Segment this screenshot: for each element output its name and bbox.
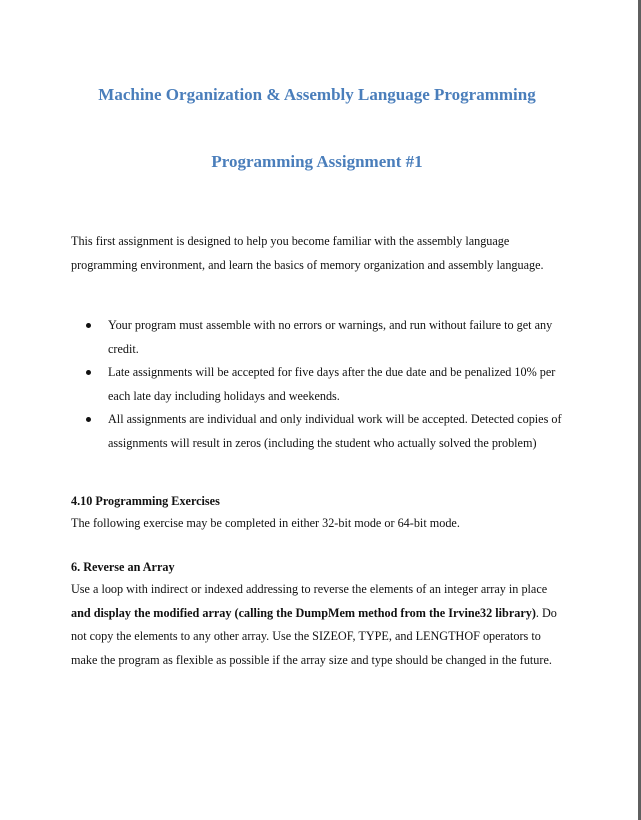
list-item <box>86 408 566 455</box>
body-bold-text: and display the modified array (calling the DumpMem method from the Irvine32 library) <box>71 605 536 620</box>
list-item <box>86 361 566 408</box>
intro-paragraph: This first assignment is designed to help you become familiar with the assembly language programming environment, and learn the basics of memory organization and assembly language. <box>71 234 544 272</box>
list-item <box>86 314 566 361</box>
document-title: Machine Organization & Assembly Language Programming <box>98 85 536 104</box>
section-heading-exercises: 4.10 Programming Exercises <box>71 494 220 508</box>
section-body-exercises: The following exercise may be completed in either 32-bit mode or 64-bit mode. <box>71 516 460 530</box>
body-text: . Do not copy the elements to any other array. Use the SIZEOF, TYPE, and LENGTHOF operators to make the program as flexible as possible if the array size and type should be changed in the future. <box>71 605 557 667</box>
body-text: Use a loop with indirect or indexed addressing to reverse the elements of an integer array in place <box>71 582 548 596</box>
bullet-icon <box>86 370 91 375</box>
bullet-icon <box>86 323 91 328</box>
assignment-subtitle: Programming Assignment #1 <box>211 152 423 171</box>
list-item-text: Your program must assemble with no errors or warnings, and run without failure to get any credit. <box>108 318 553 356</box>
section-body-reverse-array <box>71 578 561 672</box>
rules-list <box>86 314 566 455</box>
bullet-icon <box>86 417 91 422</box>
list-item-text: All assignments are individual and only individual work will be accepted. Detected copies of assignments will result in zeros (including the student who actually solved the problem) <box>108 412 562 450</box>
list-item-text: Late assignments will be accepted for five days after the due date and be penalized 10% per each late day including holidays and weekends. <box>108 365 556 403</box>
section-heading-reverse-array: 6. Reverse an Array <box>71 560 175 574</box>
